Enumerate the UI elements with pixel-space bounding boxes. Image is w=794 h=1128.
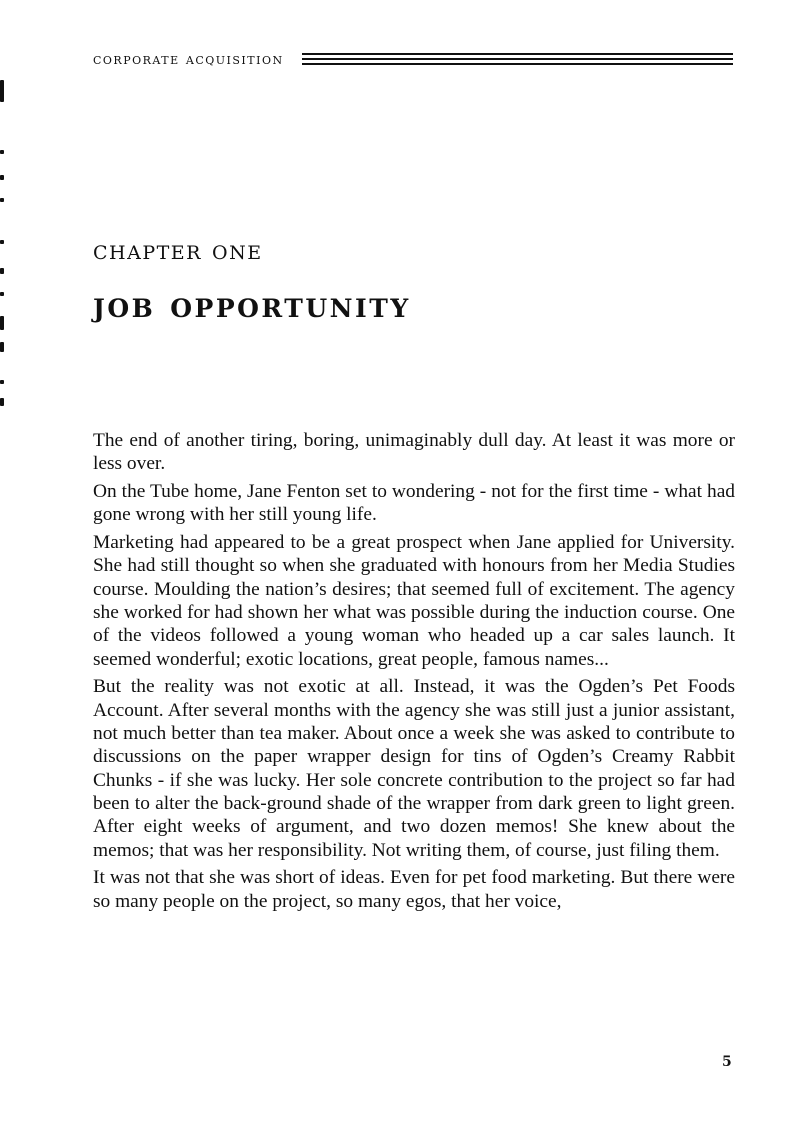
header-rule <box>302 63 733 65</box>
page-number: 5 <box>722 1054 732 1070</box>
header-rule <box>302 58 733 60</box>
paragraph: The end of another tiring, boring, unimaginably dull day. At least it was more or less over. <box>93 430 735 475</box>
chapter-title: job opportunity <box>93 284 411 326</box>
paragraph: Marketing had appeared to be a great prospect when Jane applied for University. She had still thought so when she graduated with honours from her Media Studies course. Moulding the nation’s desires; that seemed full of excitement. The agency she worked for had shown her what was possible during the induction course. One of the videos followed a young woman who headed up a car sales launch. It seemed wonderful; exotic locations, great people, famous names... <box>93 532 735 670</box>
running-title: corporate acquisition <box>93 50 284 68</box>
paragraph: On the Tube home, Jane Fenton set to wondering - not for the first time - what had gone wrong with her still young life. <box>93 481 735 526</box>
paragraph: It was not that she was short of ideas. Even for pet food marketing. But there were so many people on the project, so many egos, that her voice, <box>93 867 735 912</box>
body-text <box>93 429 735 917</box>
running-header <box>93 48 733 70</box>
binding-edge-marks <box>0 80 8 420</box>
chapter-label: chapter one <box>93 235 263 266</box>
paragraph: But the reality was not exotic at all. Instead, it was the Ogden’s Pet Foods Account. After several months with the agency she was still just a junior assistant, not much better than tea maker. About once a week she was asked to contribute to discussions on the paper wrapper design for tins of Ogden’s Creamy Rabbit Chunks - if she was lucky. Her sole concrete contribution to the project so far had been to alter the back-ground shade of the wrapper from dark green to light green. After eight weeks of argument, and two dozen memos! She knew about the memos; that was her responsibility. Not writing them, of course, just filing them. <box>93 676 735 861</box>
header-rule <box>302 53 733 55</box>
header-rules <box>302 53 733 65</box>
